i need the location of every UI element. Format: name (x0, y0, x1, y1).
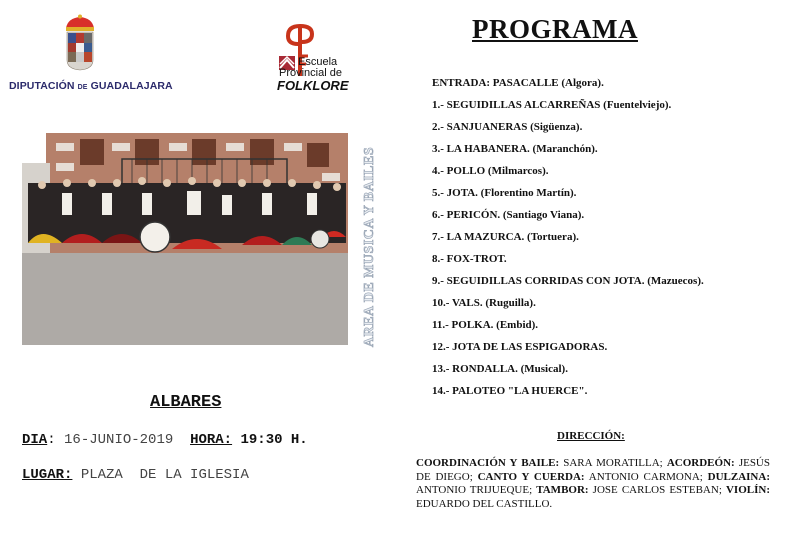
diputacion-label-small: DE (77, 84, 88, 91)
credit-name: JESÚS DE DIEGO; (416, 457, 770, 483)
place-label: LUGAR: (22, 467, 73, 483)
diputacion-label-end: GUADALAJARA (90, 80, 173, 92)
programme-item: 2.- SANJUANERAS (Sigüenza). (432, 121, 583, 133)
programme-item: 6.- PERICÓN. (Santiago Viana). (432, 209, 585, 221)
programme-item: 12.- JOTA DE LAS ESPIGADORAS. (432, 341, 608, 353)
group-photo-illustration (22, 133, 348, 345)
group-photo (22, 133, 348, 345)
direction-title: DIRECCIÓN: (557, 430, 625, 442)
escuela-logo-text (277, 56, 349, 93)
programme-item: 5.- JOTA. (Florentino Martín). (432, 187, 577, 199)
programme-item: 4.- POLLO (Milmarcos). (432, 165, 549, 177)
programme-item: 11.- POLKA. (Embid). (432, 319, 539, 331)
credit-name: ANTONIO TRIJUEQUE; (416, 484, 537, 497)
credit-role: COORDINACIÓN Y BAILE: (416, 457, 560, 469)
credit-role: ACORDEÓN: (666, 457, 735, 469)
diputacion-label-main: DIPUTACIÓN (9, 80, 75, 92)
coat-of-arms-icon (62, 14, 98, 72)
vertical-area-label (358, 140, 382, 354)
credit-role: DULZAINA: (707, 470, 770, 483)
programme-item: 8.- FOX-TROT. (432, 253, 507, 265)
time-label: HORA: (190, 432, 233, 448)
vertical-area-label-text: AREA DE MUSICA Y BAILES (362, 146, 377, 348)
credit-name: ANTONIO CARMONA; (584, 470, 708, 483)
credit-role: TAMBOR: (536, 484, 589, 497)
programme-item: 1.- SEGUIDILLAS ALCARREÑAS (Fuentelviejo). (432, 99, 672, 111)
place-value: PLAZA DE LA IGLESIA (80, 467, 249, 483)
escuela-line3: FOLKLORE (277, 78, 349, 93)
day-value: 16-JUNIO-2019 (64, 432, 174, 448)
programme-item: 10.- VALS. (Ruguilla). (432, 297, 536, 309)
programme-item: 13.- RONDALLA. (Musical). (432, 363, 568, 375)
escuela-line1: Escuela (298, 56, 338, 68)
escuela-line2: Provincial de (279, 67, 342, 79)
credit-role: VIOLÍN: (725, 484, 770, 497)
time-value: 19:30 H. (240, 432, 308, 448)
programme-item: ENTRADA: PASACALLE (Algora). (432, 77, 604, 89)
place-row (22, 467, 249, 483)
credit-name: SARA MORATILLA; (559, 457, 667, 469)
programme-item: 7.- LA MAZURCA. (Tortuera). (432, 231, 579, 243)
day-separator: : (47, 432, 56, 448)
date-time-row (22, 432, 308, 448)
town-title: ALBARES (150, 393, 222, 412)
credit-role: CANTO Y CUERDA: (477, 470, 585, 483)
direction-credits (416, 457, 770, 511)
programme-item: 3.- LA HABANERA. (Maranchón). (432, 143, 598, 155)
programme-item: 14.- PALOTEO "LA HUERCE". (432, 385, 588, 397)
day-label: DIA (22, 432, 48, 448)
credit-name: EDUARDO DEL CASTILLO. (416, 497, 553, 510)
credit-name: JOSE CARLOS ESTEBAN; (588, 484, 726, 497)
programme-item: 9.- SEGUIDILLAS CORRIDAS CON JOTA. (Mazuecos). (432, 275, 704, 287)
programme-list (432, 75, 704, 405)
diputacion-label (9, 80, 173, 92)
programme-title: PROGRAMA (472, 14, 638, 44)
